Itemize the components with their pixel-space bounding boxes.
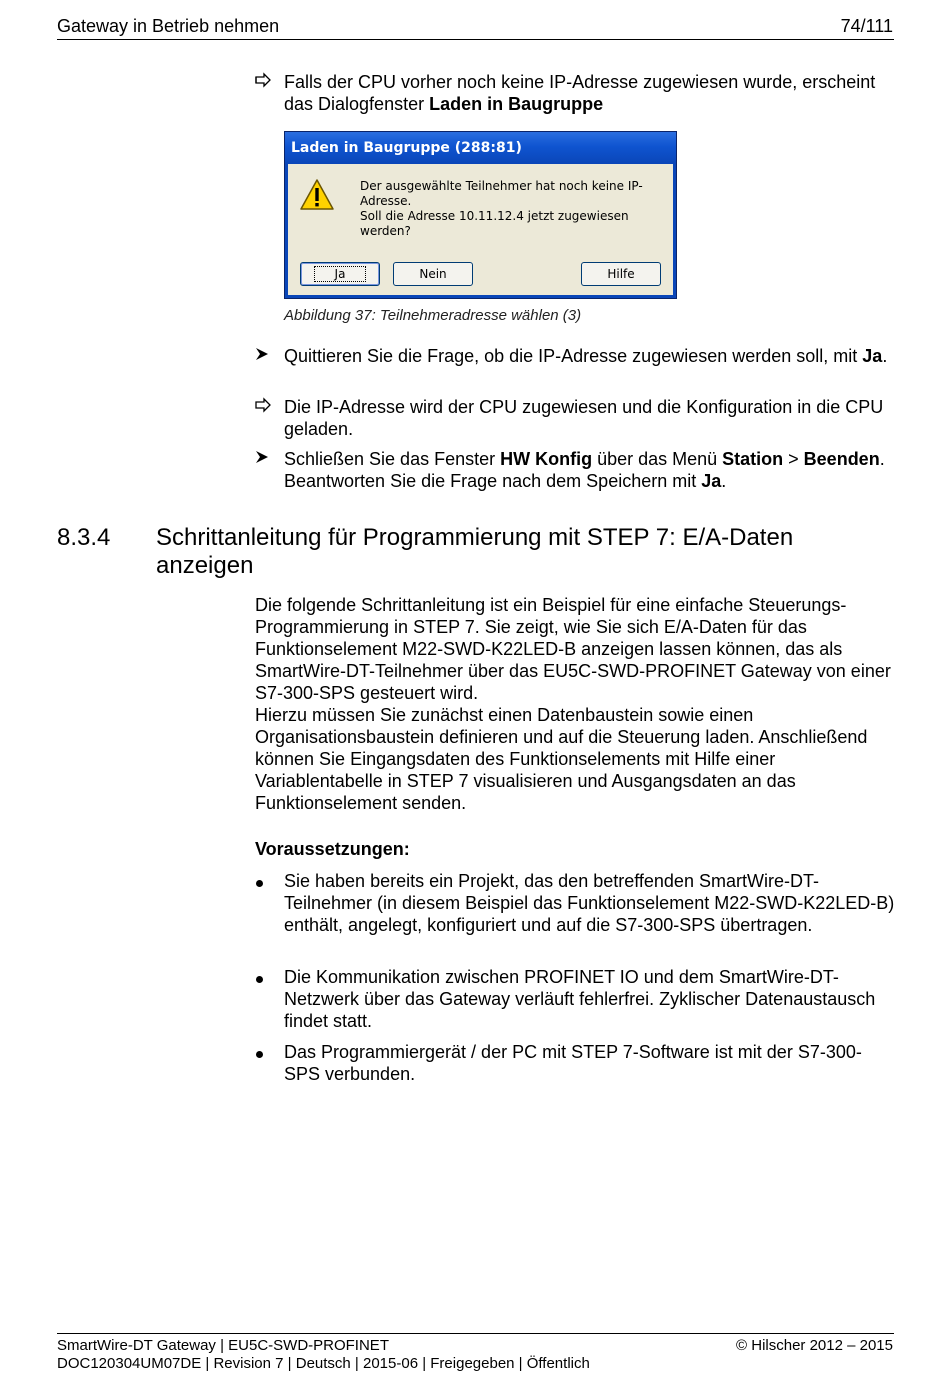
footer-divider <box>57 1333 894 1334</box>
result-text: Falls der CPU vorher noch keine IP-Adresse zugewiesen wurde, erscheint das Dialogfenster <box>284 72 876 114</box>
list-item: Die Kommunikation zwischen PROFINET IO und dem SmartWire-DT-Netzwerk über das Gateway verläuft fehlerfrei. Zyklischer Datenaustausch findet statt. <box>284 966 896 1032</box>
bullet-icon <box>254 1041 276 1063</box>
step-arrow-icon <box>254 448 276 470</box>
bullet-icon <box>254 870 276 892</box>
result-text-bold: Laden in Baugruppe <box>429 94 604 114</box>
dialog-window <box>284 131 677 299</box>
result-item <box>284 71 896 115</box>
figure-caption: Abbildung 37: Teilnehmeradresse wählen (3) <box>284 307 582 324</box>
paragraph: Hierzu müssen Sie zunächst einen Datenbaustein sowie einen Organisationsbaustein definieren und auf die Steuerung laden. Anschließend können Sie Eingangsdaten des Funktionselements mit Hilfe einer Variablentabelle in STEP 7 visualisieren und Ausgangsdaten an das Funktionselement senden. <box>255 705 868 813</box>
result-arrow-icon <box>254 71 276 93</box>
dialog-message <box>360 179 660 239</box>
step-item: Schließen Sie das Fenster HW Konfig über das Menü Station > Beenden. Beantworten Sie die Frage nach dem Speichern mit Ja. <box>284 448 896 492</box>
step-arrow-icon <box>254 345 276 367</box>
footer-copyright: © Hilscher 2012 – 2015 <box>736 1337 893 1354</box>
list-item: Sie haben bereits ein Projekt, das den betreffenden SmartWire-DT-Teilnehmer (in diesem Beispiel das Funktionselement M22-SWD-K22LED-B) enthält, angelegt, konfiguriert und auf die S7-300-SPS übertragen. <box>284 870 896 936</box>
prerequisites-heading: Voraussetzungen: <box>255 839 410 859</box>
help-button[interactable]: Hilfe <box>581 262 661 286</box>
header-title: Gateway in Betrieb nehmen <box>57 16 280 36</box>
intro-text <box>255 594 895 814</box>
page-number: 74/111 <box>840 16 893 36</box>
dialog-title: Laden in Baugruppe (288:81) <box>285 132 676 164</box>
yes-button[interactable]: Ja <box>300 262 380 286</box>
result-arrow-icon <box>254 396 276 418</box>
section-number: 8.3.4 <box>57 524 111 551</box>
step-item: Quittieren Sie die Frage, ob die IP-Adresse zugewiesen werden soll, mit Ja. <box>284 345 896 367</box>
bullet-icon <box>254 966 276 988</box>
section-title: Schrittanleitung für Programmierung mit STEP 7: E/A-Daten anzeigen <box>156 524 794 579</box>
paragraph: Die folgende Schrittanleitung ist ein Beispiel für eine einfache Steuerungs-Programmierung in STEP 7. Sie zeigt, wie Sie sich E/A-Daten für das Funktionselement M22-SWD-K22LED-B anzeigen lassen können, das als SmartWire-DT-Teilnehmer über das EU5C-SWD-PROFINET Gateway von einer S7-300-SPS gesteuert wird. <box>255 595 891 703</box>
no-button[interactable]: Nein <box>393 262 473 286</box>
result-item: Die IP-Adresse wird der CPU zugewiesen und die Konfiguration in die CPU geladen. <box>284 396 896 440</box>
footer-product: SmartWire-DT Gateway | EU5C-SWD-PROFINET <box>57 1337 389 1354</box>
warning-icon <box>299 178 335 212</box>
list-item: Das Programmiergerät / der PC mit STEP 7-Software ist mit der S7-300-SPS verbunden. <box>284 1041 896 1085</box>
header-divider <box>57 39 894 40</box>
dialog-message-line: Der ausgewählte Teilnehmer hat noch keine IP-Adresse. <box>360 179 643 208</box>
dialog-message-line: Soll die Adresse 10.11.12.4 jetzt zugewiesen werden? <box>360 209 629 238</box>
footer-document-info: DOC120304UM07DE | Revision 7 | Deutsch | 2015-06 | Freigegeben | Öffentlich <box>57 1355 590 1372</box>
